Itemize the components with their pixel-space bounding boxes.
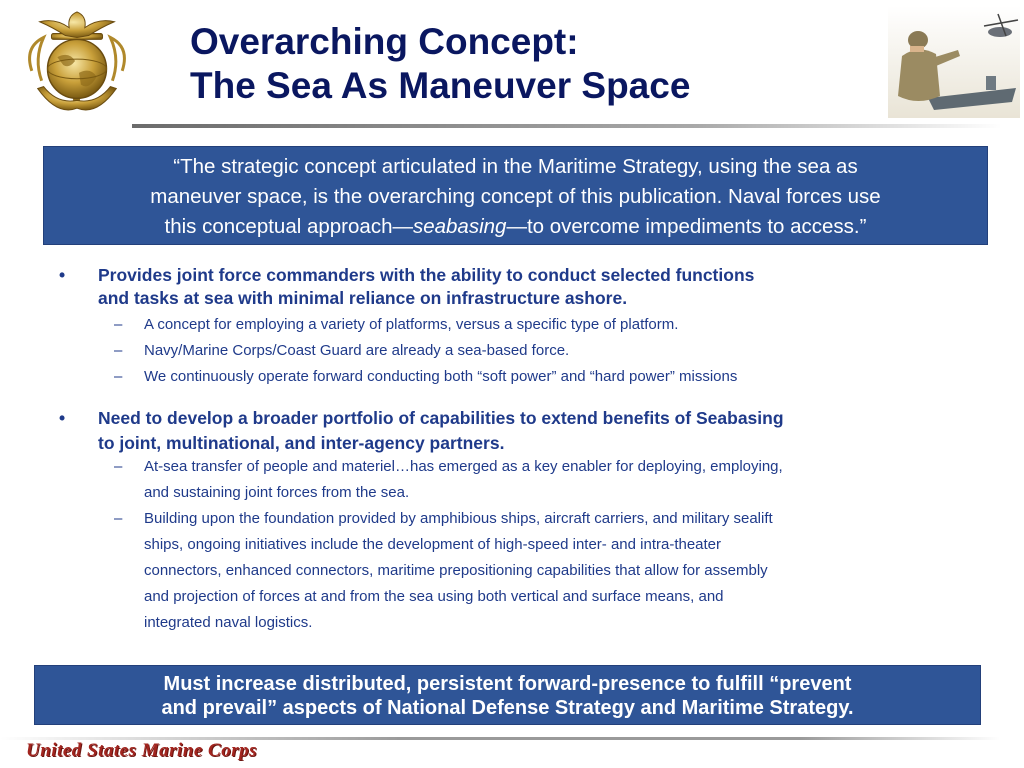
sub-bullet-marker: – xyxy=(114,316,123,333)
slide-title xyxy=(190,20,870,108)
sub-bullet-line: and projection of forces at and from the sea using both vertical and surface means, and xyxy=(144,588,724,605)
bullet-line: and tasks at sea with minimal reliance on infrastructure ashore. xyxy=(98,288,628,308)
marine-photo-collage xyxy=(888,6,1020,118)
usmc-emblem-icon xyxy=(18,8,136,120)
title-divider xyxy=(132,124,1002,128)
sub-bullet-marker: – xyxy=(114,458,123,475)
conclusion-box xyxy=(34,665,981,725)
quote-line-3 xyxy=(44,212,987,242)
sub-bullet-item xyxy=(58,312,998,338)
sub-bullet-marker: – xyxy=(114,368,123,385)
bullet-marker: • xyxy=(59,408,66,428)
quote-line-2: maneuver space, is the overarching concept of this publication. Naval forces use xyxy=(150,185,881,208)
bullet-item xyxy=(58,404,998,454)
bullet-item xyxy=(58,264,998,310)
sub-bullet-line: At-sea transfer of people and materiel…has emerged as a key enabler for deploying, employing, xyxy=(144,458,783,475)
sub-bullet-line: connectors, enhanced connectors, maritime prepositioning capabilities that allow for assembly xyxy=(144,562,768,579)
sub-bullet-line: A concept for employing a variety of platforms, versus a specific type of platform. xyxy=(144,316,679,333)
quote-box xyxy=(43,146,988,245)
bullet-spacer xyxy=(58,390,998,404)
sub-bullet-line: We continuously operate forward conducting both “soft power” and “hard power” missions xyxy=(144,368,738,385)
sub-bullet-marker: – xyxy=(114,510,123,527)
conclusion-line-1: Must increase distributed, persistent forward-presence to fulfill “prevent xyxy=(163,673,852,695)
bullet-line: to joint, multinational, and inter-agency partners. xyxy=(98,433,505,453)
slide-title-line-2: The Sea As Maneuver Space xyxy=(190,65,691,106)
quote-line-3-end: —to overcome impediments to access.” xyxy=(506,215,867,238)
sub-bullet-line: integrated naval logistics. xyxy=(144,614,313,631)
sub-bullet-line: Building upon the foundation provided by amphibious ships, aircraft carriers, and military sealift xyxy=(144,510,773,527)
sub-bullet-item xyxy=(58,506,998,636)
sub-bullet-line: ships, ongoing initiatives include the development of high-speed inter- and intra-theater xyxy=(144,536,722,553)
bullet-line: Need to develop a broader portfolio of capabilities to extend benefits of Seabasing xyxy=(98,408,784,428)
slide-title-line-1: Overarching Concept: xyxy=(190,21,579,62)
quote-line-1: “The strategic concept articulated in the Maritime Strategy, using the sea as xyxy=(173,155,858,178)
sub-bullet-item xyxy=(58,364,998,390)
conclusion-line-2: and prevail” aspects of National Defense Strategy and Maritime Strategy. xyxy=(161,697,854,719)
sub-bullet-marker: – xyxy=(114,342,123,359)
bullet-list xyxy=(58,264,998,636)
bullet-line: Provides joint force commanders with the ability to conduct selected functions xyxy=(98,265,755,285)
sub-bullet-item xyxy=(58,338,998,364)
footer-logo-text: United States Marine Corps xyxy=(26,740,258,761)
quote-line-3-start: this conceptual approach— xyxy=(164,215,413,238)
sub-bullet-line: Navy/Marine Corps/Coast Guard are already a sea-based force. xyxy=(144,342,570,359)
sub-bullet-item xyxy=(58,454,998,506)
bullet-marker: • xyxy=(59,265,66,285)
sub-bullet-line: and sustaining joint forces from the sea. xyxy=(144,484,410,501)
quote-seabasing-emphasis: seabasing xyxy=(412,215,507,238)
